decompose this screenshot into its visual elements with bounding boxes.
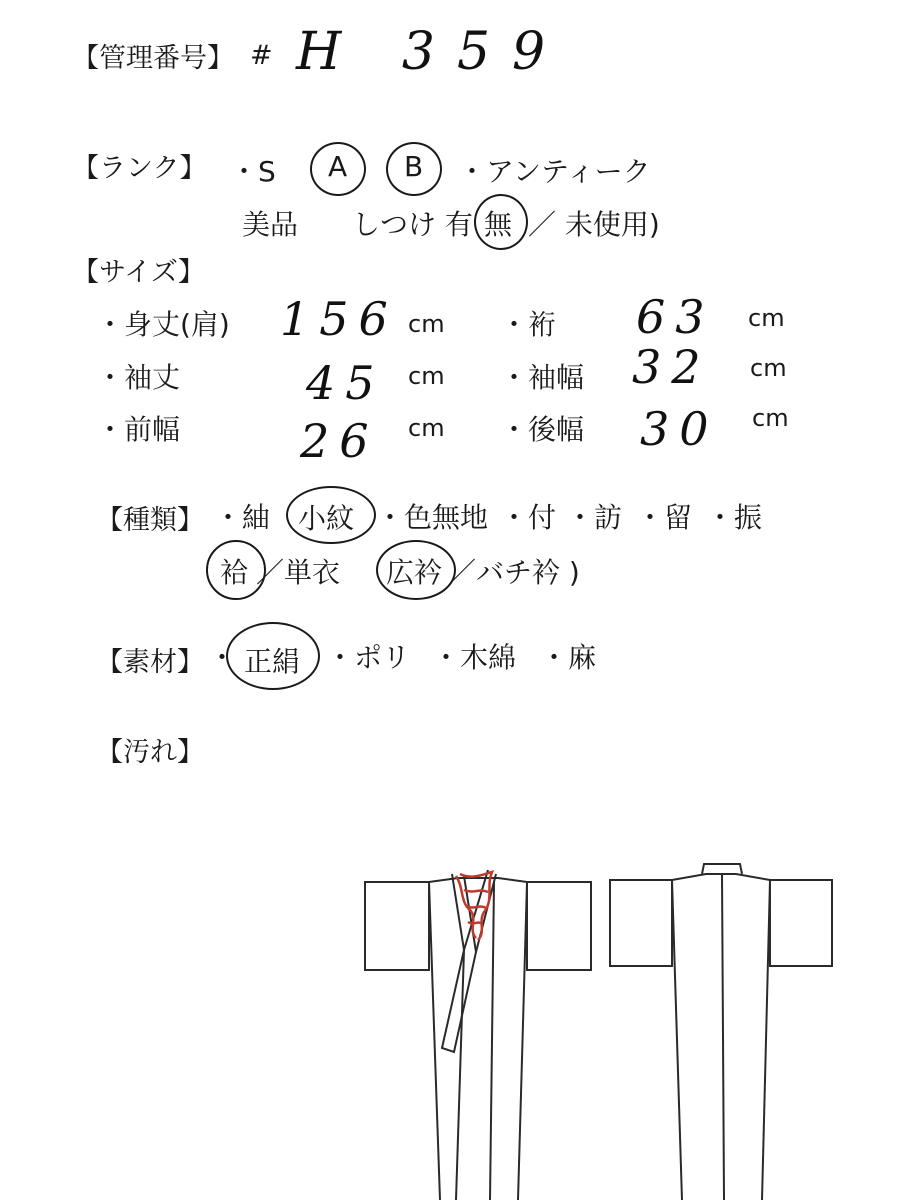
size-sleeve-width-unit: cm — [750, 354, 787, 382]
rank-note-unused: ／ 未使用) — [528, 208, 660, 241]
kind-tomesode: ・留 — [636, 501, 693, 534]
size-back-width-value: 30 — [640, 402, 719, 456]
size-front-width-label: ・前幅 — [96, 413, 181, 446]
rank-a-circle — [310, 142, 366, 196]
kind-tsumugi: ・紬 — [214, 501, 271, 534]
rank-label: 【ランク】 — [72, 153, 207, 184]
rank-note-basting: しつけ 有 — [352, 208, 473, 241]
kind-bachieri: ／バチ衿 ) — [448, 556, 580, 589]
size-yuki-unit: cm — [748, 304, 785, 332]
kind-hiroeri: 広衿 — [386, 556, 443, 589]
size-length-label: ・身丈(肩) — [96, 308, 230, 341]
rank-option-a: A — [328, 150, 348, 183]
stain-label: 【汚れ】 — [96, 737, 204, 768]
material-cotton: ・木綿 — [432, 641, 517, 674]
kimono-back-icon — [606, 856, 836, 1200]
kind-hitoe: ／単衣 — [256, 556, 341, 589]
rank-option-b: B — [404, 150, 424, 183]
size-back-width-label: ・後幅 — [500, 413, 585, 446]
hash-sign: # — [250, 40, 273, 71]
kind-komon: 小紋 — [298, 502, 355, 535]
kimono-front-icon — [360, 860, 600, 1200]
kind-awase: 袷 — [220, 556, 249, 589]
management-number-label: 【管理番号】 — [72, 43, 234, 74]
material-dot: ・ — [208, 641, 237, 674]
size-yuki-value: 63 — [636, 290, 715, 344]
rank-note-none: 無 — [484, 208, 513, 241]
material-linen: ・麻 — [540, 641, 597, 674]
size-back-width-unit: cm — [752, 404, 789, 432]
size-sleeve-length-value: 45 — [306, 356, 385, 410]
kind-label: 【種類】 — [96, 505, 204, 536]
kind-iromuji: ・色無地 — [376, 501, 489, 534]
size-sleeve-width-value: 32 — [632, 340, 711, 394]
rank-option-s: ・S — [230, 155, 276, 188]
material-silk-circle — [226, 622, 320, 690]
size-length-unit: cm — [408, 310, 445, 338]
material-poly: ・ポリ — [326, 641, 411, 674]
kind-hiroeri-circle — [376, 540, 456, 600]
rank-note-beautiful: 美品 — [242, 208, 299, 241]
size-front-width-value: 26 — [300, 414, 379, 468]
material-label: 【素材】 — [96, 647, 204, 678]
material-silk: 正絹 — [244, 645, 301, 678]
kind-komon-circle — [286, 486, 376, 544]
rank-b-circle — [386, 142, 442, 196]
basting-none-circle — [474, 194, 528, 250]
kind-tsuke: ・付 — [500, 501, 557, 534]
size-sleeve-length-label: ・袖丈 — [96, 361, 181, 394]
size-sleeve-width-label: ・袖幅 — [500, 361, 585, 394]
kind-furisode: ・振 — [706, 501, 763, 534]
management-number-value: H 359 — [296, 22, 568, 82]
kind-homongi: ・訪 — [566, 501, 623, 534]
size-yuki-label: ・裄 — [500, 308, 557, 341]
size-label: 【サイズ】 — [72, 257, 205, 288]
size-length-value: 156 — [280, 292, 398, 346]
rank-option-antique: ・アンティーク — [458, 155, 651, 188]
size-front-width-unit: cm — [408, 414, 445, 442]
size-sleeve-length-unit: cm — [408, 362, 445, 390]
